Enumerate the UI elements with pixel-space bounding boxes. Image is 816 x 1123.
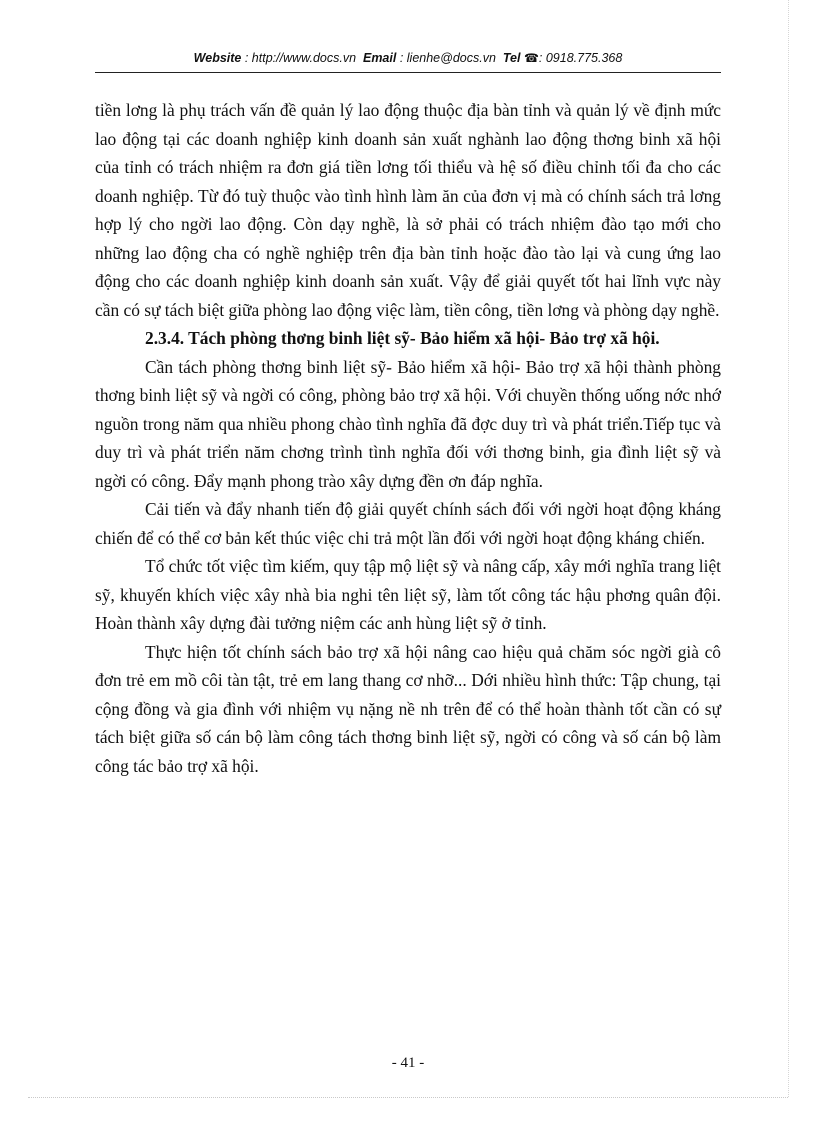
email-label: Email (362, 51, 397, 65)
page-bottom-border (28, 1097, 788, 1098)
paragraph: tiền lơng là phụ trách vấn đề quản lý lao động thuộc địa bàn tỉnh và quản lý về định mức lao động tại các doanh nghiệp kinh doanh sản xuất nghành lao động thơng binh xã hội của tỉnh có trách nhiệm ra đơn giá tiền lơng tối thiểu và hệ số điều chỉnh tối đa cho các doanh nghiệp. Từ đó tuỳ thuộc vào tình hình làm ăn của đơn vị mà có chính sách trả lơng hợp lý cho ngời lao động. Còn dạy nghề, là sở phải có trách nhiệm đào tạo mới cho những lao động cha có nghề nghiệp trên địa bàn tỉnh hoặc đào tào lại và cung ứng lao động cho các doanh nghiệp kinh doanh sản xuất. Vậy để giải quyết tốt hai lĩnh vực này cần có sự tách biệt giữa phòng lao động việc làm, tiền công, tiền lơng và phòng dạy nghề. (95, 100, 721, 320)
paragraph: Cần tách phòng thơng binh liệt sỹ- Bảo hiểm xã hội- Bảo trợ xã hội thành phòng thơng binh liệt sỹ và ngời có công, phòng bảo trợ xã hội. Với chuyền thống uống nớc nhớ nguồn trong năm qua nhiều phong chào tình nghĩa đã đợc duy trì và phát triển.Tiếp tục và duy trì và phát triển năm chơng trình tình nghĩa đối với thơng binh, gia đình liệt sỹ và ngời có công. Đẩy mạnh phong trào xây dựng đền ơn đáp nghĩa. (95, 356, 721, 491)
paragraph: Thực hiện tốt chính sách bảo trợ xã hội nâng cao hiệu quả chăm sóc ngời già cô đơn trẻ em mồ côi tàn tật, trẻ em lang thang cơ nhỡ... Dới nhiều hình thức: Tập chung, tại cộng đồng và gia đình với nhiệm vụ nặng nề nh trên để có thể hoàn thành tốt cần có sự tách biệt giữa số cán bộ làm công tách thơng binh liệt sỹ, ngời có công và số cán bộ làm công tác bảo trợ xã hội. (95, 641, 721, 776)
section-heading: 2.3.4. Tách phòng thơng binh liệt sỹ- Bảo hiểm xã hội- Bảo trợ xã hội. (145, 328, 660, 348)
paragraph: Cải tiến và đẩy nhanh tiến độ giải quyết chính sách đối với ngời hoạt động kháng chiến để có thể cơ bản kết thúc việc chi trả một lần đối với ngời hoạt động kháng chiến. (95, 499, 721, 548)
website-label: Website (193, 51, 242, 65)
body-text (95, 96, 721, 780)
page-side-border (788, 0, 789, 1097)
tel-label: Tel (502, 51, 521, 65)
website-value: : http://www.docs.vn (244, 51, 357, 65)
paragraph: Tổ chức tốt việc tìm kiếm, quy tập mộ liệt sỹ và nâng cấp, xây mới nghĩa trang liệt sỹ, khuyến khích việc xây nhà bia nghi tên liệt sỹ, làm tốt công tác hậu phơng quân đội. Hoàn thành xây dựng đài tưởng niệm các anh hùng liệt sỹ ở tỉnh. (95, 556, 721, 633)
email-value: : lienhe@docs.vn (399, 51, 496, 65)
page-header (0, 51, 816, 65)
page-number: - 41 - (391, 1055, 425, 1071)
phone-icon: ☎ (523, 51, 539, 65)
header-divider (95, 72, 721, 73)
tel-value: : 0918.775.368 (538, 51, 623, 65)
